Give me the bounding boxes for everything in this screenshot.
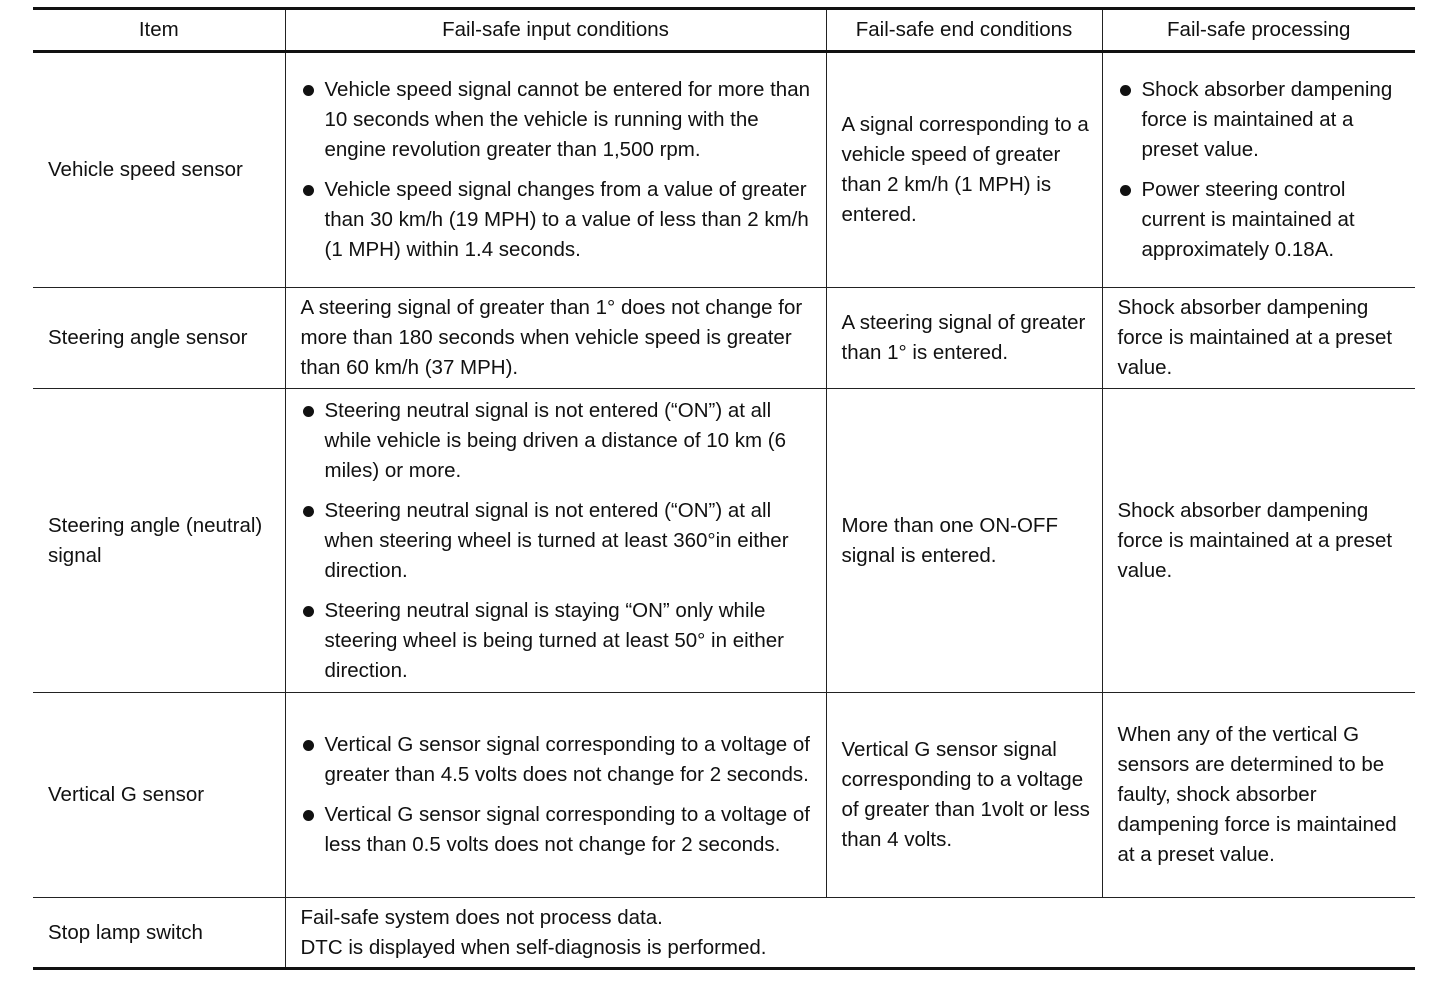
table-row xyxy=(33,693,1415,898)
input-conditions-list xyxy=(301,75,816,265)
stop-lamp-note-cell xyxy=(285,898,1415,969)
table-row xyxy=(33,52,1415,288)
item-cell: Vehicle speed sensor xyxy=(33,52,285,288)
list-item: Steering neutral signal is not entered (“ON”) at all while vehicle is being driven a distance of 10 km (6 miles) or more. xyxy=(301,396,816,486)
list-item: Vehicle speed signal cannot be entered for more than 10 seconds when the vehicle is running with the engine revolution greater than 1,500 rpm. xyxy=(301,75,816,165)
end-conditions-cell: A signal corresponding to a vehicle speed of greater than 2 km/h (1 MPH) is entered. xyxy=(826,52,1102,288)
list-item: Vehicle speed signal changes from a value of greater than 30 km/h (19 MPH) to a value of less than 2 km/h (1 MPH) within 1.4 seconds. xyxy=(301,175,816,265)
header-end-conditions: Fail-safe end conditions xyxy=(826,9,1102,52)
list-item: Steering neutral signal is staying “ON” only while steering wheel is being turned at least 50° in either direction. xyxy=(301,596,816,686)
header-row xyxy=(33,9,1415,52)
note-line: Fail-safe system does not process data. xyxy=(300,905,663,929)
header-input-conditions: Fail-safe input conditions xyxy=(285,9,826,52)
input-conditions-list xyxy=(301,730,816,860)
end-conditions-cell: More than one ON-OFF signal is entered. xyxy=(826,389,1102,693)
list-item: Vertical G sensor signal corresponding to a voltage of less than 0.5 volts does not change for 2 seconds. xyxy=(301,800,816,860)
list-item: Vertical G sensor signal corresponding to a voltage of greater than 4.5 volts does not change for 2 seconds. xyxy=(301,730,816,790)
item-cell: Steering angle sensor xyxy=(33,288,285,389)
processing-cell xyxy=(1102,52,1415,288)
header-item: Item xyxy=(33,9,285,52)
header-processing: Fail-safe processing xyxy=(1102,9,1415,52)
input-conditions-cell: A steering signal of greater than 1° does not change for more than 180 seconds when vehicle speed is greater than 60 km/h (37 MPH). xyxy=(285,288,826,389)
end-conditions-cell: A steering signal of greater than 1° is entered. xyxy=(826,288,1102,389)
note-line: DTC is displayed when self-diagnosis is performed. xyxy=(300,935,767,959)
list-item: Steering neutral signal is not entered (“ON”) at all when steering wheel is turned at least 360°in either direction. xyxy=(301,496,816,586)
list-item: Power steering control current is maintained at approximately 0.18A. xyxy=(1118,175,1406,265)
item-cell: Steering angle (neutral) signal xyxy=(33,389,285,693)
list-item: Shock absorber dampening force is maintained at a preset value. xyxy=(1118,75,1406,165)
item-cell: Vertical G sensor xyxy=(33,693,285,898)
processing-cell: When any of the vertical G sensors are determined to be faulty, shock absorber dampening force is maintained at a preset value. xyxy=(1102,693,1415,898)
processing-cell: Shock absorber dampening force is maintained at a preset value. xyxy=(1102,389,1415,693)
table-row xyxy=(33,288,1415,389)
table-row xyxy=(33,898,1415,969)
failsafe-table xyxy=(33,7,1415,970)
item-cell: Stop lamp switch xyxy=(33,898,285,969)
processing-cell: Shock absorber dampening force is maintained at a preset value. xyxy=(1102,288,1415,389)
input-conditions-cell xyxy=(285,52,826,288)
end-conditions-cell: Vertical G sensor signal corresponding to a voltage of greater than 1volt or less than 4 volts. xyxy=(826,693,1102,898)
processing-list xyxy=(1118,75,1406,265)
input-conditions-list xyxy=(301,396,816,686)
input-conditions-cell xyxy=(285,389,826,693)
input-conditions-cell xyxy=(285,693,826,898)
table-body xyxy=(33,52,1415,969)
table-row xyxy=(33,389,1415,693)
table-header xyxy=(33,9,1415,52)
